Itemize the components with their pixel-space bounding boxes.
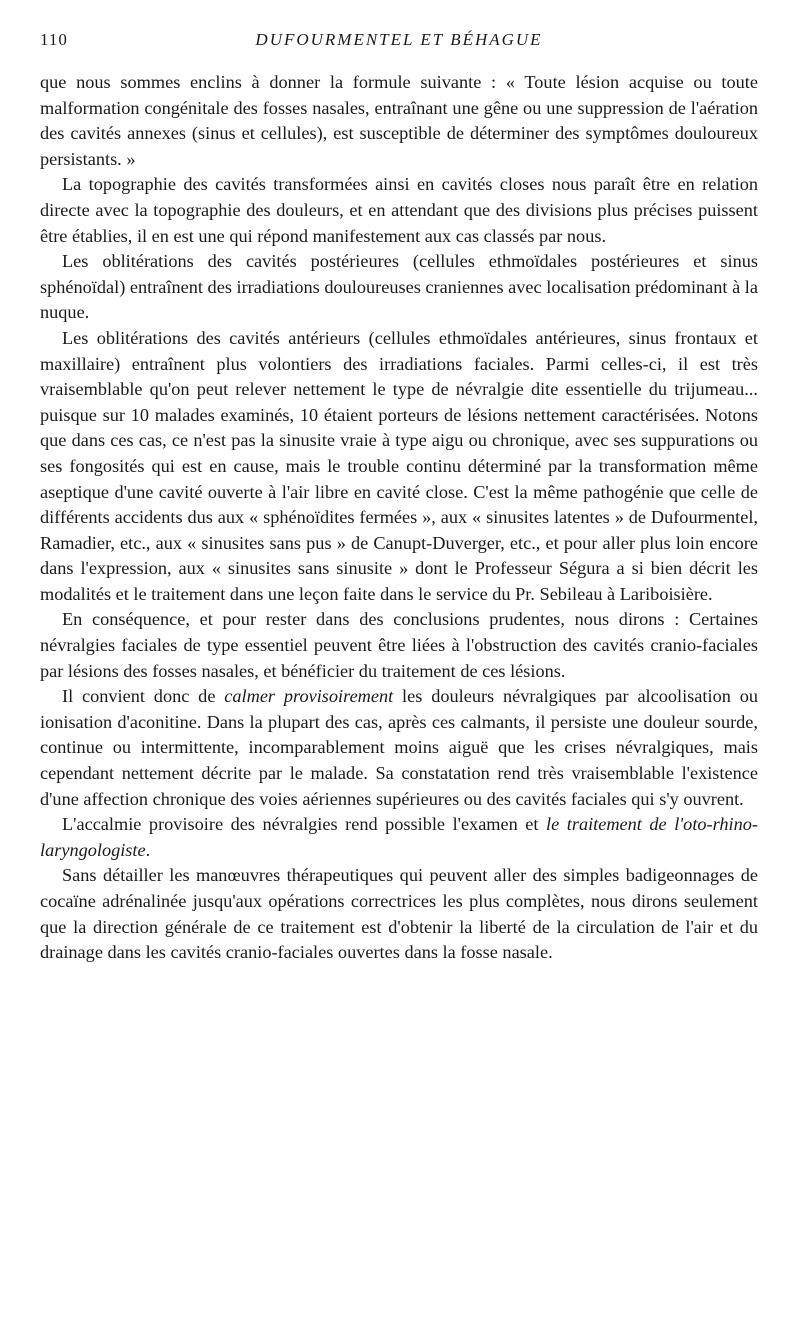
paragraph-7-text-end: . bbox=[145, 839, 151, 860]
body-text bbox=[40, 70, 758, 966]
paragraph-1: que nous sommes enclins à donner la formule suivante : « Toute lésion acquise ou toute malformation congénitale des fosses nasales, entraînant une gêne ou une suppression de l'aération des cavités annexes (sinus et cellules), est susceptible de déterminer des symptômes douloureux persistants. » bbox=[40, 72, 758, 169]
running-header bbox=[40, 30, 758, 54]
paragraph-5: En conséquence, et pour rester dans des conclusions prudentes, nous dirons : Certaines névralgies faciales de type essentiel peuvent être liées à l'obstruction des cavités cranio-faciales par lésions des fosses nasales, et bénéficier du traitement de ces lésions. bbox=[40, 609, 758, 681]
paragraph-2: La topographie des cavités transformées ainsi en cavités closes nous paraît être en relation directe avec la topographie des douleurs, et en attendant que des divisions plus précises puissent être établies, il en est une qui répond manifestement aux cas classés par nous. bbox=[40, 174, 758, 246]
paragraph-4: Les oblitérations des cavités antérieurs (cellules ethmoïdales antérieures, sinus frontaux et maxillaire) entraînent plus volontiers des irradiations faciales. Parmi celles-ci, il est très vraisemblable qu'on peut relever nettement le type de névralgie dite essentielle du trijumeau... puisque sur 10 malades examinés, 10 étaient porteurs de lésions nettement caractérisées. Notons que dans ces cas, ce n'est pas la sinusite vraie à type aigu ou chronique, avec ses suppurations ou ses fongosités qui est en cause, mais le trouble continu déterminé par la transformation même aseptique d'une cavité ouverte à l'air libre en cavité close. C'est la même pathogénie que celle de différents accidents dus aux « sphénoïdites fermées », aux « sinusites latentes » de Dufourmentel, Ramadier, etc., aux « sinusites sans pus » de Canupt-Duverger, etc., et pour aller plus loin encore dans l'expression, aux « sinusites sans sinusite » dont le Professeur Ségura a si bien décrit les modalités et le traitement dans une leçon faite dans le service du Pr. Sebileau à Lariboisière. bbox=[40, 327, 758, 604]
paragraph-3: Les oblitérations des cavités postérieures (cellules ethmoïdales postérieures et sinus sphénoïdal) entraînent des irradiations douloureuses craniennes avec localisation prédominant à la nuque. bbox=[40, 251, 758, 323]
paragraph-6-text-end: les douleurs névralgiques par alcoolisation ou ionisation d'aconitine. Dans la plupart des cas, après ces calmants, il persiste une douleur sourde, continue ou intermittente, incomparablement moins aiguë que les crises névralgiques, mais cependant nettement décrite par le malade. Sa constatation rend très vraisemblable l'existence d'une affection chronique des voies aériennes supérieures ou des cavités faciales qui s'y ouvrent. bbox=[40, 686, 758, 809]
page-number: 110 bbox=[40, 30, 68, 49]
paragraph-6-text-start: Il convient donc de bbox=[62, 686, 225, 707]
book-page bbox=[40, 30, 758, 966]
paragraph-6-italic-phrase: calmer provisoirement bbox=[224, 686, 394, 707]
paragraph-6 bbox=[40, 684, 758, 812]
paragraph-7 bbox=[40, 812, 758, 863]
paragraph-7-text-start: L'accalmie provisoire des névralgies rend possible l'examen et bbox=[62, 814, 547, 835]
paragraph-7-italic-phrase: le traitement de l'oto-rhino-laryngologiste bbox=[40, 814, 758, 860]
paragraph-8: Sans détailler les manœuvres thérapeutiques qui peuvent aller des simples badigeonnages de cocaïne adrénalinée jusqu'aux opérations correctrices les plus complètes, nous dirons seulement que la direction générale de ce traitement est d'obtenir la liberté de la circulation de l'air et du drainage dans les cavités cranio-faciales ouvertes dans la fosse nasale. bbox=[40, 865, 758, 963]
running-title: DUFOURMENTEL ET BÉHAGUE bbox=[255, 30, 543, 49]
